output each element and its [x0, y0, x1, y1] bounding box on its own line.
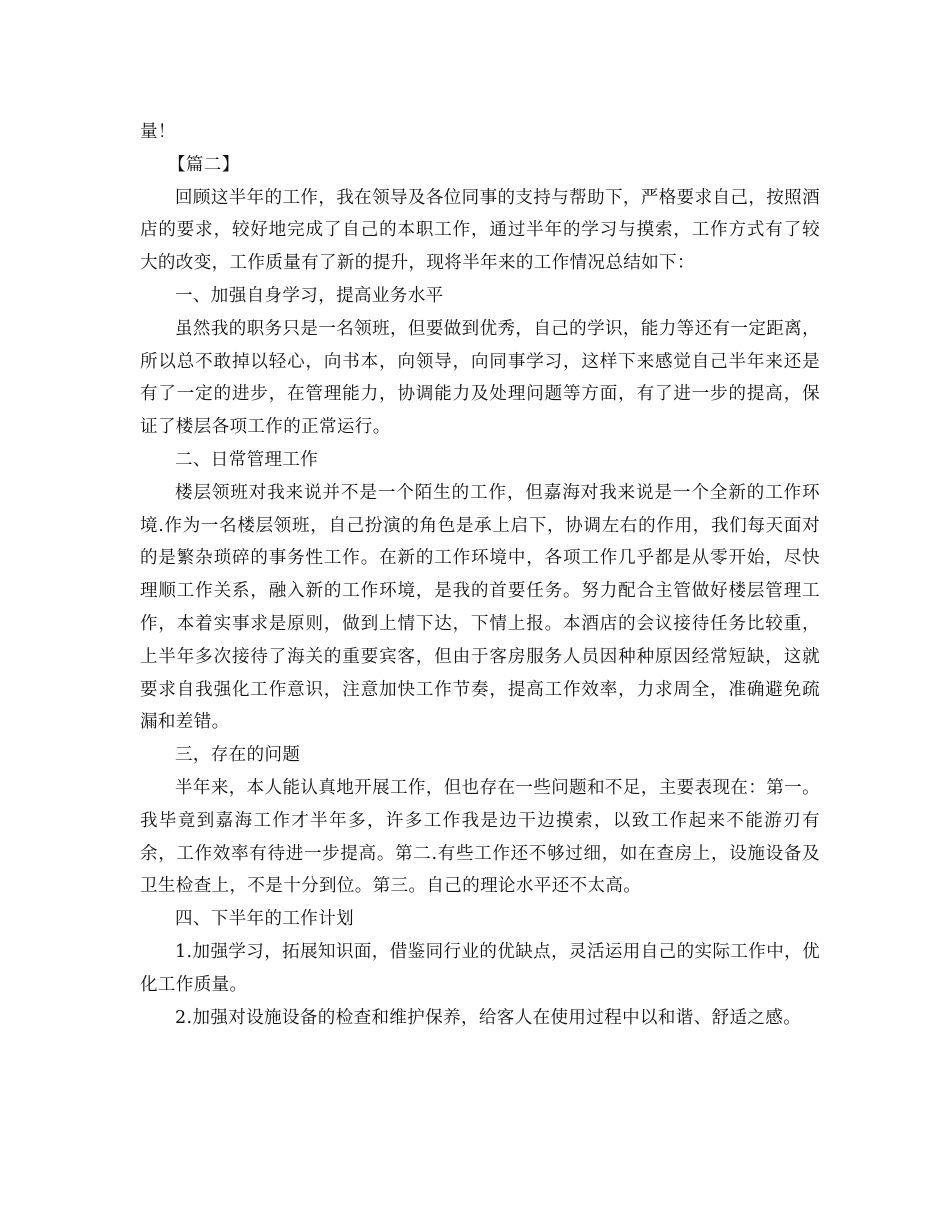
section-label: 【篇二】 — [168, 154, 240, 175]
continuation-line: 量！ — [140, 122, 176, 142]
paragraph-3: 半年来，本人能认真地开展工作，但也存在一些问题和不足，主要表现在：第一。我毕竟到嘉海工作才半年多，许多工作我是边干边摸索，以致工作起来不能游刃有余，工作效率有待进一步提高。第二.有些工作还不够过细，如在查房上，设施设备及卫生检查上，不是十分到位。第三。自己的理论水平还不太高。 — [140, 777, 820, 897]
paragraph-2: 楼层领班对我来说并不是一个陌生的工作，但嘉海对我来说是一个全新的工作环境.作为一名楼层领班，自己扮演的角色是承上启下，协调左右的作用，我们每天面对的是繁杂琐碎的事务性工作。在新的工作环境中，各项工作几乎都是从零开始，尽快理顺工作关系，融入新的工作环境，是我的首要任务。努力配合主管做好楼层管理工作，本着实事求是原则，做到上情下达，下情上报。本酒店的会议接待任务比较重，上半年多次接待了海关的重要宾客，但由于客房服务人员因种种原因经常短缺，这就要求自我强化工作意识，注意加快工作节奏，提高工作效率，力求周全，准确避免疏漏和差错。 — [140, 482, 820, 733]
plan-item-1: 1.加强学习，拓展知识面，借鉴同行业的优缺点，灵活运用自己的实际工作中，优化工作质量。 — [140, 941, 820, 995]
heading-3: 三，存在的问题 — [175, 745, 301, 766]
heading-4: 四、下半年的工作计划 — [175, 909, 354, 930]
plan-item-2: 2.加强对设施设备的检查和维护保养，给客人在使用过程中以和谐、舒适之感。 — [175, 1007, 802, 1028]
document-body — [140, 116, 820, 1034]
intro-paragraph: 回顾这半年的工作，我在领导及各位同事的支持与帮助下，严格要求自己，按照酒店的要求，较好地完成了自己的本职工作，通过半年的学习与摸索，工作方式有了较大的改变，工作质量有了新的提升，现将半年来的工作情况总结如下： — [140, 187, 820, 274]
paragraph-1: 虽然我的职务只是一名领班，但要做到优秀，自己的学识，能力等还有一定距离，所以总不敢掉以轻心，向书本，向领导，向同事学习，这样下来感觉自己半年来还是有了一定的进步，在管理能力，协调能力及处理问题等方面，有了进一步的提高，保证了楼层各项工作的正常运行。 — [140, 318, 820, 438]
heading-1: 一、加强自身学习，提高业务水平 — [175, 285, 444, 306]
heading-2: 二、日常管理工作 — [175, 449, 319, 470]
